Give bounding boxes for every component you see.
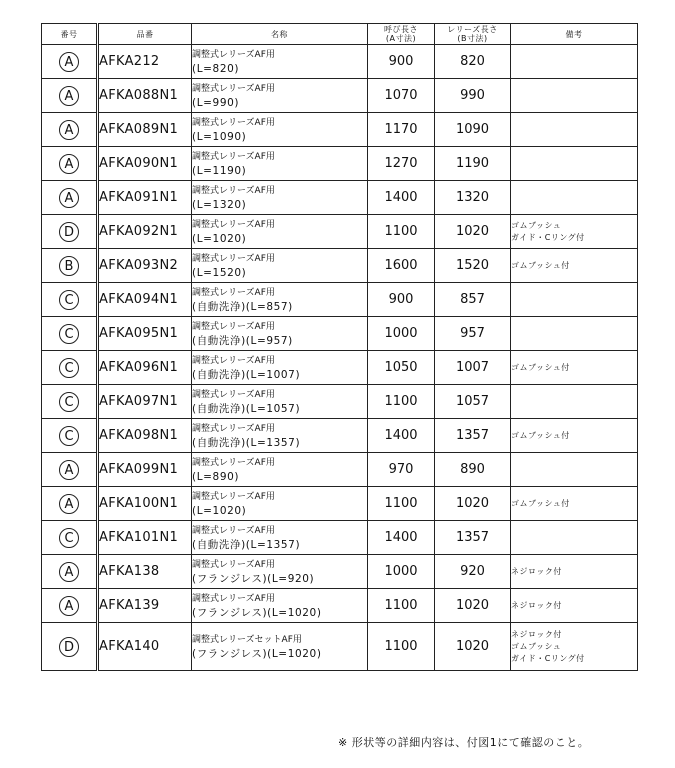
release-length: 920 [435, 555, 511, 589]
part-number: AFKA097N1 [98, 385, 192, 419]
nominal-length: 1100 [368, 487, 435, 521]
code-cell [42, 351, 98, 385]
name-cell [192, 283, 368, 317]
remarks-cell [511, 283, 638, 317]
release-length: 1190 [435, 147, 511, 181]
remarks-cell [511, 181, 638, 215]
code-cell [42, 623, 98, 671]
release-length: 1020 [435, 589, 511, 623]
nominal-length: 1000 [368, 317, 435, 351]
code-cell [42, 45, 98, 79]
circled-code: B [59, 256, 79, 276]
circled-code: A [59, 494, 79, 514]
circled-code: C [59, 426, 79, 446]
table-row [42, 419, 638, 453]
name-line1: 調整式レリーズAF用 [192, 593, 275, 604]
code-cell [42, 147, 98, 181]
release-length: 1357 [435, 419, 511, 453]
name-line2: (自動洗浄)(L=957) [192, 334, 293, 347]
release-length: 957 [435, 317, 511, 351]
table-row [42, 45, 638, 79]
code-cell [42, 249, 98, 283]
release-length: 1007 [435, 351, 511, 385]
header-nominal-length [368, 24, 435, 45]
name-cell [192, 487, 368, 521]
nominal-length: 1000 [368, 555, 435, 589]
nominal-length: 1100 [368, 215, 435, 249]
header-release-line2: (B寸法) [457, 34, 488, 43]
code-cell [42, 589, 98, 623]
remark-line: ゴムブッシュ [511, 220, 562, 230]
table-row [42, 589, 638, 623]
code-cell [42, 521, 98, 555]
name-line2: (L=890) [192, 470, 240, 483]
code-cell [42, 419, 98, 453]
remarks-cell [511, 623, 638, 671]
code-cell [42, 215, 98, 249]
circled-code: C [59, 392, 79, 412]
name-cell [192, 215, 368, 249]
header-part-number: 品番 [98, 24, 192, 45]
code-cell [42, 317, 98, 351]
release-length: 1320 [435, 181, 511, 215]
part-number: AFKA088N1 [98, 79, 192, 113]
name-line1: 調整式レリーズAF用 [192, 491, 275, 502]
circled-code: C [59, 290, 79, 310]
release-length: 1520 [435, 249, 511, 283]
remark-line: ガイド・Cリング付 [511, 232, 585, 242]
remarks-cell [511, 79, 638, 113]
table-row [42, 453, 638, 487]
part-number: AFKA089N1 [98, 113, 192, 147]
release-length: 820 [435, 45, 511, 79]
circled-code: C [59, 358, 79, 378]
remark-line: ゴムブッシュ付 [511, 260, 570, 270]
name-line2: (L=1190) [192, 164, 247, 177]
parts-table [41, 23, 638, 671]
name-line1: 調整式レリーズAF用 [192, 525, 275, 536]
name-cell [192, 249, 368, 283]
table-row [42, 113, 638, 147]
name-cell [192, 453, 368, 487]
name-line2: (L=820) [192, 62, 240, 75]
name-line2: (L=1020) [192, 232, 247, 245]
circled-code: C [59, 324, 79, 344]
remarks-cell [511, 521, 638, 555]
table-row [42, 249, 638, 283]
table-row [42, 79, 638, 113]
remarks-cell [511, 453, 638, 487]
release-length: 1357 [435, 521, 511, 555]
name-line2: (自動洗浄)(L=857) [192, 300, 293, 313]
part-number: AFKA091N1 [98, 181, 192, 215]
name-line1: 調整式レリーズAF用 [192, 355, 275, 366]
name-line2: (自動洗浄)(L=1057) [192, 402, 301, 415]
part-number: AFKA138 [98, 555, 192, 589]
part-number: AFKA092N1 [98, 215, 192, 249]
name-line2: (フランジレス)(L=1020) [192, 647, 322, 660]
nominal-length: 1600 [368, 249, 435, 283]
name-line1: 調整式レリーズAF用 [192, 559, 275, 570]
nominal-length: 1100 [368, 589, 435, 623]
name-line2: (フランジレス)(L=1020) [192, 606, 322, 619]
name-cell [192, 623, 368, 671]
code-cell [42, 79, 98, 113]
nominal-length: 970 [368, 453, 435, 487]
name-line2: (L=990) [192, 96, 240, 109]
part-number: AFKA096N1 [98, 351, 192, 385]
circled-code: A [59, 154, 79, 174]
code-cell [42, 283, 98, 317]
circled-code: D [59, 637, 79, 657]
remark-line: ネジロック付 [511, 566, 562, 576]
name-line1: 調整式レリーズAF用 [192, 423, 275, 434]
name-line1: 調整式レリーズAF用 [192, 219, 275, 230]
table-row [42, 623, 638, 671]
header-remarks: 備考 [511, 24, 638, 45]
table-row [42, 181, 638, 215]
name-cell [192, 385, 368, 419]
circled-code: A [59, 596, 79, 616]
header-nominal-line1: 呼び長さ [384, 25, 418, 34]
remark-line: ゴムブッシュ付 [511, 430, 570, 440]
remarks-cell [511, 45, 638, 79]
name-line1: 調整式レリーズAF用 [192, 253, 275, 264]
name-cell [192, 317, 368, 351]
circled-code: A [59, 120, 79, 140]
name-cell [192, 113, 368, 147]
circled-code: A [59, 460, 79, 480]
remarks-cell [511, 419, 638, 453]
code-cell [42, 385, 98, 419]
nominal-length: 900 [368, 45, 435, 79]
remark-line: ゴムブッシュ [511, 641, 562, 651]
circled-code: A [59, 188, 79, 208]
table-row [42, 385, 638, 419]
name-line1: 調整式レリーズAF用 [192, 117, 275, 128]
circled-code: D [59, 222, 79, 242]
name-line2: (自動洗浄)(L=1007) [192, 368, 301, 381]
name-line1: 調整式レリーズAF用 [192, 321, 275, 332]
table-row [42, 147, 638, 181]
name-line2: (フランジレス)(L=920) [192, 572, 315, 585]
nominal-length: 1400 [368, 419, 435, 453]
name-cell [192, 181, 368, 215]
remarks-cell [511, 385, 638, 419]
circled-code: A [59, 52, 79, 72]
name-cell [192, 589, 368, 623]
release-length: 857 [435, 283, 511, 317]
name-line1: 調整式レリーズAF用 [192, 151, 275, 162]
name-line2: (自動洗浄)(L=1357) [192, 436, 301, 449]
code-cell [42, 453, 98, 487]
release-length: 990 [435, 79, 511, 113]
remarks-cell [511, 147, 638, 181]
part-number: AFKA101N1 [98, 521, 192, 555]
nominal-length: 1400 [368, 181, 435, 215]
code-cell [42, 181, 98, 215]
release-length: 1090 [435, 113, 511, 147]
part-number: AFKA212 [98, 45, 192, 79]
remarks-cell [511, 487, 638, 521]
code-cell [42, 113, 98, 147]
table-row [42, 351, 638, 385]
nominal-length: 1400 [368, 521, 435, 555]
name-line2: (L=1520) [192, 266, 247, 279]
name-line2: (L=1020) [192, 504, 247, 517]
name-line1: 調整式レリーズAF用 [192, 389, 275, 400]
circled-code: C [59, 528, 79, 548]
table-row [42, 487, 638, 521]
name-line2: (自動洗浄)(L=1357) [192, 538, 301, 551]
header-release-line1: レリーズ長さ [447, 25, 498, 34]
name-line1: 調整式レリーズAF用 [192, 83, 275, 94]
name-line1: 調整式レリーズAF用 [192, 457, 275, 468]
release-length: 1020 [435, 487, 511, 521]
header-nominal-line2: (A寸法) [385, 34, 417, 43]
name-line1: 調整式レリーズAF用 [192, 185, 275, 196]
remark-line: ネジロック付 [511, 629, 562, 639]
part-number: AFKA093N2 [98, 249, 192, 283]
part-number: AFKA094N1 [98, 283, 192, 317]
name-cell [192, 419, 368, 453]
nominal-length: 1270 [368, 147, 435, 181]
part-number: AFKA098N1 [98, 419, 192, 453]
remarks-cell [511, 589, 638, 623]
release-length: 1057 [435, 385, 511, 419]
remarks-cell [511, 351, 638, 385]
remark-line: ガイド・Cリング付 [511, 653, 585, 663]
table-row [42, 521, 638, 555]
remark-line: ネジロック付 [511, 600, 562, 610]
table-row [42, 317, 638, 351]
circled-code: A [59, 562, 79, 582]
remark-line: ゴムブッシュ付 [511, 362, 570, 372]
code-cell [42, 487, 98, 521]
code-cell [42, 555, 98, 589]
remarks-cell [511, 555, 638, 589]
nominal-length: 900 [368, 283, 435, 317]
remark-line: ゴムブッシュ付 [511, 498, 570, 508]
remarks-cell [511, 249, 638, 283]
header-release-length [435, 24, 511, 45]
release-length: 1020 [435, 623, 511, 671]
release-length: 890 [435, 453, 511, 487]
table-row [42, 215, 638, 249]
footnote: ※ 形状等の詳細内容は、付図1にて確認のこと。 [338, 736, 590, 749]
part-number: AFKA139 [98, 589, 192, 623]
name-line2: (L=1090) [192, 130, 247, 143]
name-cell [192, 79, 368, 113]
table-row [42, 283, 638, 317]
table-header [42, 24, 638, 45]
part-number: AFKA090N1 [98, 147, 192, 181]
table-row [42, 555, 638, 589]
table-body [42, 45, 638, 671]
name-cell [192, 45, 368, 79]
part-number: AFKA095N1 [98, 317, 192, 351]
nominal-length: 1050 [368, 351, 435, 385]
remarks-cell [511, 113, 638, 147]
part-number: AFKA099N1 [98, 453, 192, 487]
name-line1: 調整式レリーズセットAF用 [192, 634, 302, 645]
remarks-cell [511, 215, 638, 249]
nominal-length: 1100 [368, 623, 435, 671]
name-line1: 調整式レリーズAF用 [192, 287, 275, 298]
remarks-cell [511, 317, 638, 351]
name-cell [192, 555, 368, 589]
name-line2: (L=1320) [192, 198, 247, 211]
header-no: 番号 [42, 24, 98, 45]
nominal-length: 1070 [368, 79, 435, 113]
name-cell [192, 147, 368, 181]
part-number: AFKA140 [98, 623, 192, 671]
name-cell [192, 351, 368, 385]
name-cell [192, 521, 368, 555]
part-number: AFKA100N1 [98, 487, 192, 521]
nominal-length: 1170 [368, 113, 435, 147]
release-length: 1020 [435, 215, 511, 249]
header-name: 名称 [192, 24, 368, 45]
name-line1: 調整式レリーズAF用 [192, 49, 275, 60]
circled-code: A [59, 86, 79, 106]
nominal-length: 1100 [368, 385, 435, 419]
